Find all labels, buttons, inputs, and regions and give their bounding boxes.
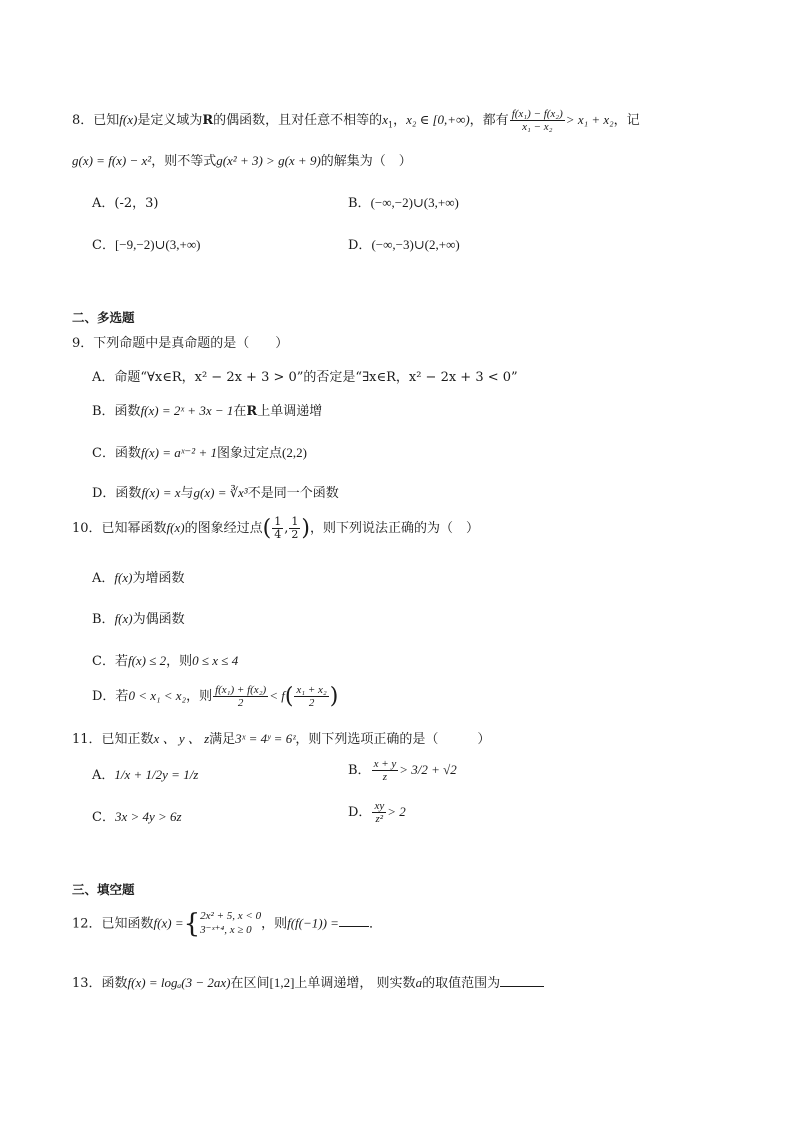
q8-inequality: g(x² + 3) > g(x + 9) <box>216 153 321 168</box>
q12-line: 12．已知函数f(x) ={ 2x² + 5, x < 0 3⁻ˣ⁺⁴, x ≥ 0 ，则f(f(−1)) = ． <box>72 908 382 939</box>
q8-text: 的偶函数，且对任意不相等的 <box>213 113 383 129</box>
q9-stem: 9．下列命题中是真命题的是（ ） <box>72 336 289 351</box>
q9-option-d: D．函数f(x) = x与g(x) = ∛x³不是同一个函数 <box>92 485 339 501</box>
q8-text: ，记 <box>613 113 640 129</box>
q8-line1: 8．已知f(x)是定义域为R的偶函数，且对任意不相等的$x_1$，x₂ ∈ [0,+∞)，都有 $\frac{\text{f(x₁) − f(x₂)}}{\text{x₁ − x₂}}$ > x₁ + x₂，记 <box>72 108 640 134</box>
q8-x1: x <box>382 112 388 128</box>
q8-line2 <box>72 150 412 169</box>
q11-stem: 11．已知正数x 、 y 、 z满足3ˣ = 4ʸ = 6ᶻ，则下列选项正确的是（ ） <box>72 731 491 747</box>
q8-option-c: C．[−9,−2)∪(3,+∞) <box>92 237 201 253</box>
q13-line: 13．函数f(x) = logₐ(3 − 2ax)在区间[1,2]上单调递增， 则实数a的取值范围为 <box>72 972 544 991</box>
q8-R: R <box>202 113 214 129</box>
q11-option-b: B． $\frac{x + y}{z}$ > 3/2 + √2 <box>348 758 457 784</box>
q9-option-a: A．命题“∀x∈R，x² − 2x + 3 > 0”的否定是“∃x∈R，x² − 2x + 3 < 0” <box>92 370 518 385</box>
q8-text: 是定义域为 <box>137 113 203 129</box>
q8-text: ，则不等式 <box>151 154 217 169</box>
q11-option-a: A．1/x + 1/2y = 1/z <box>92 767 199 783</box>
q8-fx: f(x) <box>119 112 138 128</box>
q10-stem: 10．已知幂函数f(x)的图象经过点( $\frac{1}{4}$ , $\frac{1}{2}$ )，则下列说法正确的为（ ） <box>72 515 479 542</box>
q8-number: 8． <box>72 113 94 129</box>
q13-answer-blank[interactable] <box>500 974 544 987</box>
q8-gdef: g(x) = f(x) − x² <box>72 153 152 168</box>
q10-option-b: B．f(x)为偶函数 <box>92 611 185 627</box>
q11-option-c: C．3x > 4y > 6z <box>92 809 182 825</box>
q10-option-c: C．若f(x) ≤ 2，则0 ≤ x ≤ 4 <box>92 653 239 669</box>
q8-fraction: $\frac{\text{f(x₁) − f(x₂)}}{\text{x₁ − x₂}}$ <box>511 108 563 134</box>
q9-option-b: B．函数f(x) = 2ˣ + 3x − 1在R上单调递增 <box>92 403 323 419</box>
q8-option-b: B．(−∞,−2)∪(3,+∞) <box>348 195 459 211</box>
q8-x2-set: x₂ ∈ [0,+∞) <box>406 112 470 128</box>
q8-ineq-rhs: > x₁ + x₂ <box>565 112 614 128</box>
q12-answer-blank[interactable] <box>339 914 369 927</box>
q9-option-c: C．函数f(x) = aˣ⁻² + 1图象过定点(2,2) <box>92 445 307 461</box>
q11-option-d: D． $\frac{xy}{\text{z²}}$ > 2 <box>348 800 406 826</box>
section-title-fill-in: 三、填空题 <box>72 882 135 897</box>
q8-text: ，都有 <box>469 113 509 129</box>
q8-text: 的解集为（ ） <box>320 154 412 169</box>
q10-option-d: D．若0 < x₁ < x₂，则 $\frac{\text{f(x₁) + f(x₂)}}{2}$ < f( $\frac{\text{x₁ + x₂}}{2}$ ) <box>92 684 339 710</box>
q8-option-d: D．(−∞,−3)∪(2,+∞) <box>348 237 460 253</box>
q10-option-a: A．f(x)为增函数 <box>92 570 185 586</box>
q8-text: 已知 <box>93 113 120 129</box>
q8-option-a: A．(-2，3) <box>92 196 159 211</box>
section-title-multiple-choice: 二、多选题 <box>72 310 135 325</box>
